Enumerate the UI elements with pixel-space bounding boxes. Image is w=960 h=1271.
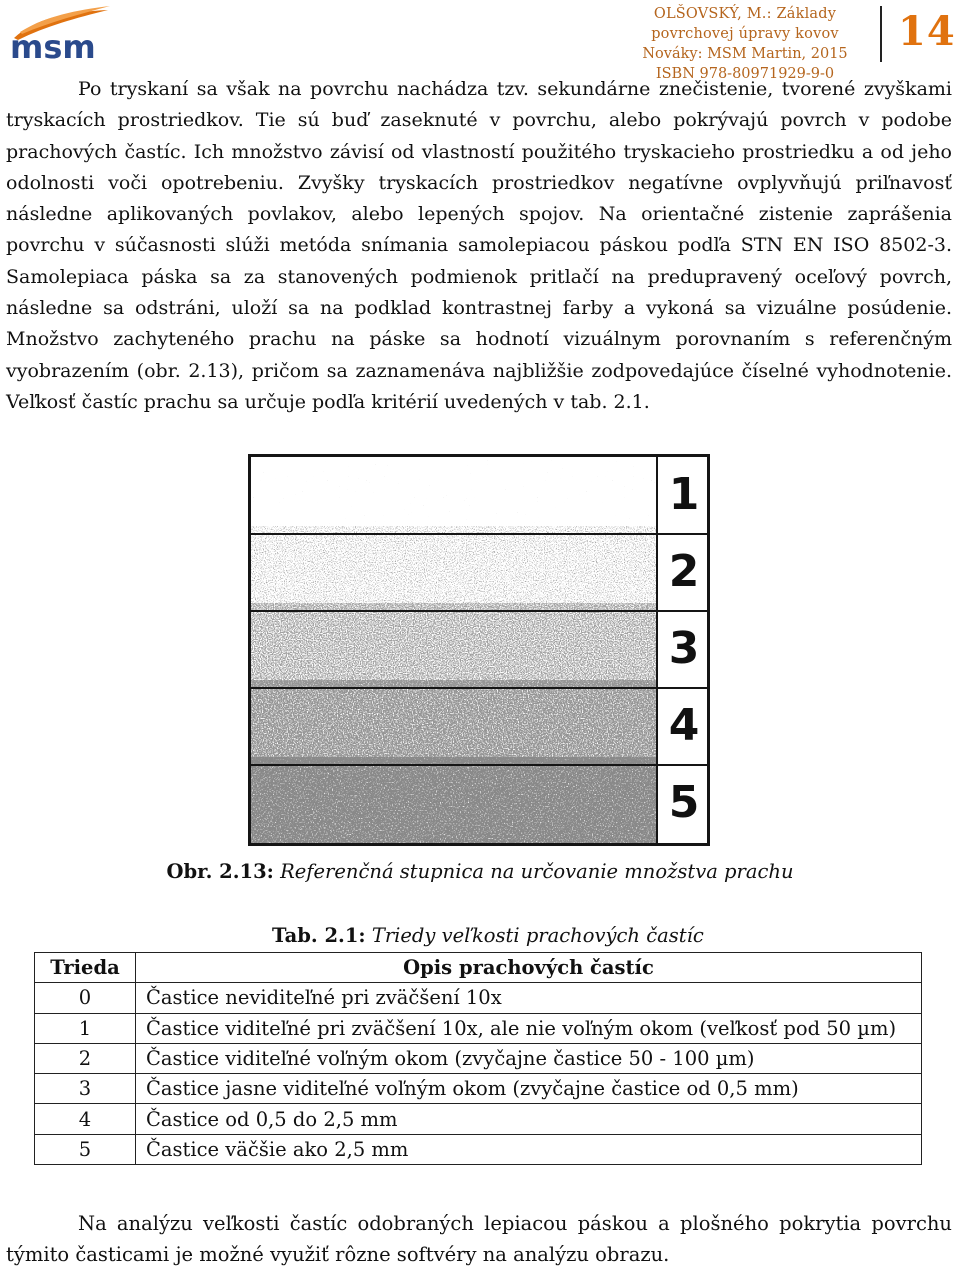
- body-paragraph-1: [6, 74, 952, 418]
- table-row: [35, 1104, 922, 1134]
- header-publisher-line: Nováky: MSM Martin, 2015: [642, 46, 848, 62]
- figure-caption: [0, 860, 960, 883]
- class-cell: 0: [35, 983, 136, 1013]
- table-row: [35, 1043, 922, 1073]
- scale-label-2: 2: [668, 546, 700, 597]
- class-cell: 4: [35, 1104, 136, 1134]
- scale-label-5: 5: [668, 777, 700, 828]
- column-header-description: Opis prachových častíc: [136, 953, 922, 983]
- header-isbn-line: ISBN 978-80971929-9-0: [655, 66, 835, 82]
- table-row: [35, 1013, 922, 1043]
- description-cell: Častice väčšie ako 2,5 mm: [136, 1134, 922, 1164]
- description-cell: Častice neviditeľné pri zväčšení 10x: [136, 983, 922, 1013]
- figure-caption-label: Obr. 2.13:: [166, 860, 274, 883]
- body-paragraph-2: [6, 1208, 952, 1271]
- figure-caption-text: Referenčná stupnica na určovanie množstva prachu: [280, 860, 794, 883]
- page-number: 14: [898, 8, 956, 55]
- class-cell: 3: [35, 1074, 136, 1104]
- dust-class-table: [34, 952, 922, 1165]
- table-caption-label: Tab. 2.1:: [272, 924, 366, 947]
- description-cell: Častice viditeľné voľným okom (zvyčajne častice 50 - 100 µm): [136, 1043, 922, 1073]
- scale-divider: [656, 457, 658, 843]
- column-header-class: Trieda: [35, 953, 136, 983]
- scale-label-4: 4: [668, 700, 700, 751]
- header-divider: [880, 6, 882, 62]
- class-cell: 1: [35, 1013, 136, 1043]
- running-header: [620, 4, 870, 84]
- scale-label-3: 3: [668, 623, 700, 674]
- class-cell: 5: [35, 1134, 136, 1164]
- class-cell: 2: [35, 1043, 136, 1073]
- header-author-line: OLŠOVSKÝ, M.: Základy povrchovej úpravy kovov: [651, 6, 839, 42]
- logo-text: msm: [10, 28, 96, 66]
- dust-reference-scale-figure: [248, 454, 710, 846]
- scale-label-1: 1: [668, 469, 700, 520]
- body-paragraph-1-text: Po tryskaní sa však na povrchu nachádza tzv. sekundárne znečistenie, tvorené zvyškami tryskacích prostriedkov. Tie sú buď zaseknuté v povrchu, alebo pokrývajú povrch v podobe prachových častíc. Ich množstvo závisí od vlastností použitého tryskacieho prostriedku a od jeho odolnosti voči opotrebeniu. Zvyšky tryskacích prostriedkov negatívne ovplyvňujú priľnavosť následne aplikovaných povlakov, alebo lepených spojov. Na orientačné zistenie zaprášenia povrchu v súčasnosti slúži metóda snímania samolepiacou páskou podľa STN EN ISO 8502-3. Samolepiaca páska sa za stanovených podmienok pritlačí na predupravený oceľový povrch, následne sa odstráni, uloží sa na podklad kontrastnej farby a vykoná sa vizuálne posúdenie. Množstvo zachyteného prachu na páske sa hodnotí vizuálnym porovnaním s referenčným vyobrazením (obr. 2.13), pričom sa zaznamenáva najbližšie zodpovedajúce číselné vyhodnotenie. Veľkosť častíc prachu sa určuje podľa kritérií uvedených v tab. 2.1.: [6, 78, 952, 413]
- body-paragraph-2-text: Na analýzu veľkosti častíc odobraných lepiacou páskou a plošného pokrytia povrchu týmito časticami je možné využiť rôzne softvéry na analýzu obrazu.: [6, 1212, 952, 1267]
- table-row: [35, 1134, 922, 1164]
- table-caption: [272, 924, 704, 947]
- description-cell: Častice jasne viditeľné voľným okom (zvyčajne častice od 0,5 mm): [136, 1074, 922, 1104]
- publisher-logo: [6, 4, 114, 66]
- table-row: [35, 1074, 922, 1104]
- description-cell: Častice od 0,5 do 2,5 mm: [136, 1104, 922, 1134]
- dust-strips: [251, 457, 656, 843]
- table-row: [35, 983, 922, 1013]
- description-cell: Častice viditeľné pri zväčšení 10x, ale nie voľným okom (veľkosť pod 50 µm): [136, 1013, 922, 1043]
- table-header-row: [35, 953, 922, 983]
- table-caption-text: Triedy veľkosti prachových častíc: [371, 924, 704, 947]
